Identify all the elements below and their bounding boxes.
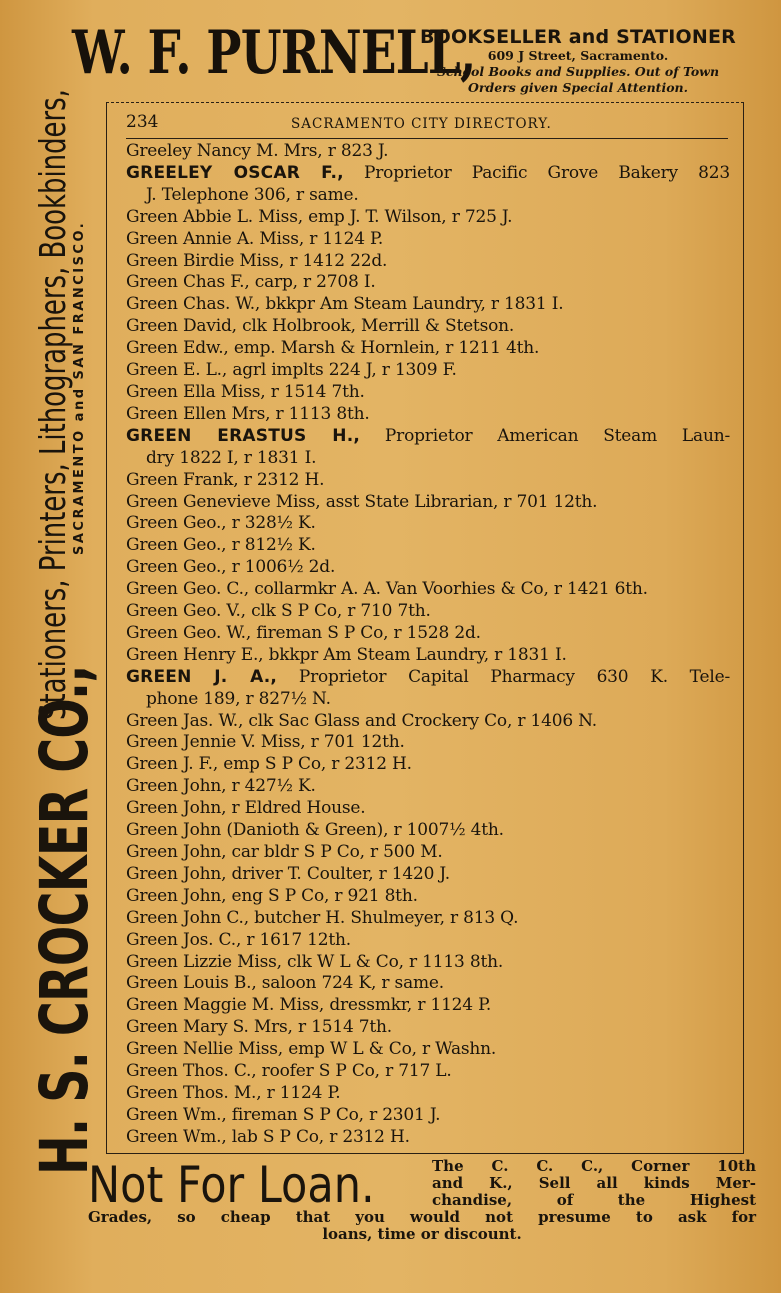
directory-entry — [126, 732, 736, 754]
purnell-details — [408, 26, 748, 96]
entry-name: GREELEY OSCAR F., — [126, 162, 344, 183]
purnell-title: BOOKSELLER and STATIONER — [419, 26, 737, 48]
entry-name: Green Nellie Miss, — [126, 1039, 283, 1060]
entry-detail: r 1412 22d. — [284, 250, 388, 271]
directory-entry — [126, 842, 736, 864]
directory-entry — [126, 1017, 736, 1039]
entry-name: GREEN J. A., — [126, 666, 278, 687]
entry-name: Green Abbie L. Miss, — [126, 206, 303, 227]
purnell-name: W. F. PURNELL, — [72, 18, 476, 88]
entry-detail: r 1514 7th. — [292, 1017, 392, 1038]
directory-entry — [126, 1039, 736, 1061]
entry-name: Green Birdie Miss, — [126, 250, 285, 271]
directory-entry — [126, 667, 730, 689]
directory-entry — [126, 316, 736, 338]
entry-detail: roofer S P Co, r 717 L. — [256, 1061, 452, 1082]
entry-name: Green John, — [126, 776, 227, 797]
crocker-company: H. S. CROCKER CO., — [26, 665, 103, 1175]
entry-name: Green Louis B., — [126, 973, 257, 994]
directory-entry — [126, 1083, 736, 1105]
directory-entry — [126, 492, 736, 514]
directory-entry — [126, 579, 736, 601]
entry-name: Green Jas. W., — [126, 710, 244, 731]
entry-detail: r 1124 P. — [304, 228, 384, 249]
directory-entry — [126, 251, 736, 273]
directory-entry — [126, 601, 736, 623]
entry-detail: bkkpr Am Steam Laundry, r 1831 I. — [260, 294, 564, 315]
directory-entry — [126, 404, 736, 426]
entry-name: Green Geo., — [126, 535, 227, 556]
entry-detail: collarmkr A. A. Van Voorhies & Co, r 1421 6th. — [248, 579, 648, 600]
entry-detail: r 1514 7th. — [265, 381, 365, 402]
entry-detail: r 328½ K. — [226, 513, 316, 534]
entry-name: Green Geo., — [126, 513, 227, 534]
directory-entry — [126, 382, 736, 404]
entry-name: Green John, — [126, 885, 227, 906]
directory-entry — [126, 294, 736, 316]
entry-name: Green Chas. W., — [126, 294, 261, 315]
directory-entry — [126, 360, 736, 382]
entry-name: Green Chas F., — [126, 272, 250, 293]
entry-detail: emp W L & Co, r Washn. — [283, 1039, 497, 1060]
directory-entries — [126, 141, 736, 1149]
crocker-trades: Stationers, Printers, Lithographers, Bookbinders, — [33, 89, 74, 720]
page-number: 234 — [126, 112, 159, 132]
entry-name: Green Ellen Mrs, — [126, 403, 271, 424]
directory-entry — [126, 229, 736, 251]
purnell-address: 609 J Street, Sacramento. — [487, 48, 669, 63]
page-header — [126, 112, 728, 139]
entry-detail: emp J. T. Wilson, r 725 J. — [302, 206, 513, 227]
directory-entry — [126, 798, 736, 820]
entry-detail: butcher H. Shulmeyer, r 813 Q. — [248, 907, 519, 928]
entry-detail: saloon 724 K, r same. — [256, 973, 444, 994]
entry-detail: r 1617 12th. — [241, 929, 351, 950]
loan-ad-bottom — [88, 1209, 756, 1243]
entry-detail: driver T. Coulter, r 1420 J. — [226, 863, 450, 884]
directory-entry — [126, 995, 736, 1017]
directory-entry — [126, 207, 736, 229]
entry-detail: dry 1822 I, r 1831 I. — [146, 447, 317, 468]
entry-name: Green Lizzie Miss, — [126, 951, 282, 972]
entry-name: Green Genevieve Miss, — [126, 491, 321, 512]
entry-detail: Proprietor American Steam Laun- — [360, 425, 730, 446]
entry-detail: Proprietor Pacific Grove Bakery 823 — [343, 162, 730, 183]
entry-detail: r 823 J. — [322, 141, 389, 161]
entry-detail: clk Sac Glass and Crockery Co, r 1406 N. — [243, 710, 597, 731]
entry-name: Green John C., — [126, 907, 249, 928]
entry-name: Green E. L., — [126, 360, 228, 381]
entry-name: Green Geo. C., — [126, 579, 249, 600]
crocker-side-ad — [20, 35, 103, 1175]
directory-entry — [126, 557, 736, 579]
entry-name: Green Henry E., — [126, 644, 264, 665]
entry-detail: fireman S P Co, r 2301 J. — [226, 1104, 441, 1125]
directory-entry — [126, 952, 736, 974]
entry-name: Green John — [126, 820, 222, 841]
directory-entry — [126, 908, 736, 930]
entry-name: Green J. F., — [126, 754, 219, 775]
entry-name: Green Geo., — [126, 557, 227, 578]
entry-detail: clk Holbrook, Merrill & Stetson. — [236, 316, 515, 337]
entry-detail: asst State Librarian, r 701 12th. — [320, 491, 598, 512]
directory-entry — [126, 711, 736, 733]
loan-line2: and K., Sell all kinds Mer- — [432, 1174, 756, 1192]
entry-name: GREEN ERASTUS H., — [126, 425, 361, 446]
entry-name: Green Annie A. Miss, — [126, 228, 305, 249]
directory-entry — [126, 645, 736, 667]
entry-detail: emp. Marsh & Hornlein, r 1211 4th. — [228, 338, 540, 359]
loan-ad-text — [432, 1158, 756, 1209]
entry-name: Green Wm., — [126, 1104, 227, 1125]
entry-detail: (Danioth & Green), r 1007½ 4th. — [221, 820, 504, 841]
entry-detail: bkkpr Am Steam Laundry, r 1831 I. — [263, 644, 567, 665]
directory-entry — [126, 689, 736, 711]
entry-detail: r 1124 P. — [261, 1082, 341, 1103]
running-head: SACRAMENTO CITY DIRECTORY. — [291, 116, 552, 132]
entry-detail: r 1113 8th. — [270, 403, 370, 424]
directory-entry — [126, 185, 736, 207]
entry-detail: eng S P Co, r 921 8th. — [226, 885, 418, 906]
entry-name: Green Frank, — [126, 469, 239, 490]
entry-name: Green Geo. W., — [126, 622, 252, 643]
entry-detail: clk S P Co, r 710 7th. — [245, 601, 431, 622]
directory-entry — [126, 513, 736, 535]
directory-entry — [126, 754, 736, 776]
directory-entry — [126, 448, 736, 470]
entry-detail: r 2312 H. — [238, 469, 325, 490]
entry-detail: J. Telephone 306, r same. — [146, 184, 359, 205]
entry-detail: dressmkr, r 1124 P. — [324, 995, 492, 1016]
entry-name: Green David, — [126, 316, 237, 337]
entry-name: Green Jennie V. Miss, — [126, 732, 306, 753]
directory-entry — [126, 930, 736, 952]
entry-name: Green Maggie M. Miss, — [126, 995, 325, 1016]
entry-name: Green Edw., — [126, 338, 229, 359]
entry-name: Greeley Nancy M. Mrs, — [126, 141, 323, 161]
directory-entry — [126, 886, 736, 908]
directory-entry — [126, 864, 736, 886]
entry-detail: agrl implts 224 J, r 1309 F. — [227, 360, 457, 381]
directory-entry — [126, 338, 736, 360]
loan-headline: Not For Loan. — [88, 1156, 375, 1214]
entry-detail: r 701 12th. — [305, 732, 405, 753]
crocker-cities: SACRAMENTO and SAN FRANCISCO. — [72, 220, 87, 555]
loan-line1: The C. C. C., Corner 10th — [432, 1157, 756, 1175]
directory-entry — [126, 163, 730, 185]
directory-entry — [126, 1127, 736, 1149]
directory-entry — [126, 623, 736, 645]
entry-name: Green Ella Miss, — [126, 381, 266, 402]
entry-name: Green Thos. M., — [126, 1082, 262, 1103]
entry-detail: fireman S P Co, r 1528 2d. — [251, 622, 481, 643]
loan-line4: Grades, so cheap that you would not presume to ask for — [88, 1208, 756, 1226]
loan-line3: chandise, of the Highest — [432, 1191, 756, 1209]
directory-entry — [126, 820, 736, 842]
directory-entry — [126, 426, 730, 448]
entry-name: Green Wm., — [126, 1126, 227, 1147]
entry-detail: phone 189, r 827½ N. — [146, 688, 331, 709]
entry-name: Green Mary S. Mrs, — [126, 1017, 293, 1038]
directory-entry — [126, 141, 736, 163]
purnell-line3: Orders given Special Attention. — [468, 80, 688, 95]
entry-detail: r Eldred House. — [226, 798, 366, 819]
directory-entry — [126, 776, 736, 798]
entry-detail: lab S P Co, r 2312 H. — [226, 1126, 410, 1147]
entry-detail: clk W L & Co, r 1113 8th. — [281, 951, 504, 972]
entry-detail: emp S P Co, r 2312 H. — [218, 754, 412, 775]
directory-entry — [126, 535, 736, 557]
directory-entry — [126, 272, 736, 294]
loan-line5: loans, time or discount. — [322, 1225, 522, 1243]
entry-name: Green John, — [126, 842, 227, 862]
entry-detail: Proprietor Capital Pharmacy 630 K. Tele- — [277, 666, 730, 687]
entry-detail: r 1006½ 2d. — [226, 557, 336, 578]
entry-name: Green Geo. V., — [126, 601, 246, 622]
entry-detail: carp, r 2708 I. — [249, 272, 376, 293]
entry-detail: r 812½ K. — [226, 535, 316, 556]
directory-entry — [126, 470, 736, 492]
entry-name: Green Jos. C., — [126, 929, 242, 950]
entry-name: Green John, — [126, 863, 227, 884]
directory-entry — [126, 973, 736, 995]
directory-entry — [126, 1105, 736, 1127]
entry-name: Green John, — [126, 798, 227, 819]
entry-detail: car bldr S P Co, r 500 M. — [226, 842, 443, 862]
entry-detail: r 427½ K. — [226, 776, 316, 797]
directory-entry — [126, 1061, 736, 1083]
purnell-line2: School Books and Supplies. Out of Town — [436, 64, 720, 79]
entry-name: Green Thos. C., — [126, 1061, 257, 1082]
